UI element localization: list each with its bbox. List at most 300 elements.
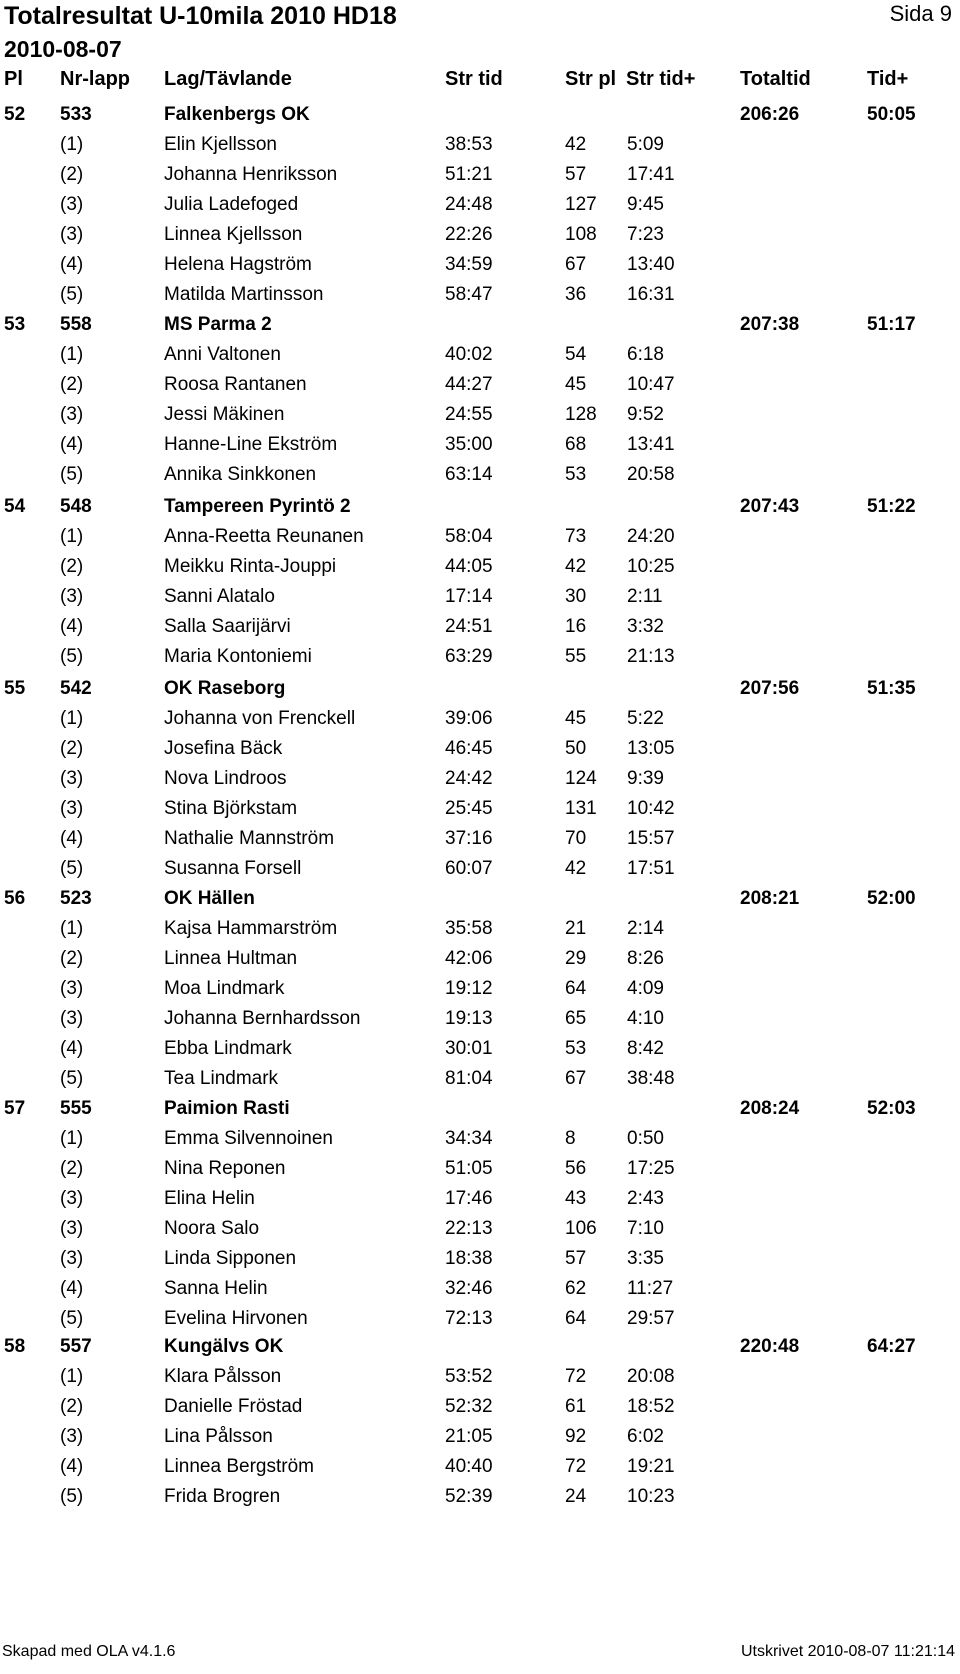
- team-place: 58: [4, 1336, 26, 1357]
- runner-name: Josefina Bäck: [164, 738, 283, 759]
- team-name: OK Hällen: [164, 888, 255, 909]
- runner-leg-time-behind: 13:41: [627, 434, 675, 455]
- runner-leg-time: 35:58: [445, 918, 493, 939]
- runner-row: [0, 708, 960, 738]
- runner-leg-time-behind: 19:21: [627, 1456, 675, 1477]
- runner-leg-time: 18:38: [445, 1248, 493, 1269]
- runner-name: Evelina Hirvonen: [164, 1308, 308, 1329]
- team-block: [0, 314, 960, 494]
- team-block: [0, 1336, 960, 1516]
- team-row: [0, 678, 960, 708]
- runner-name: Linnea Kjellsson: [164, 224, 303, 245]
- team-bib-number: 557: [60, 1336, 92, 1357]
- team-time-behind: 52:00: [867, 888, 916, 909]
- team-bib-number: 542: [60, 678, 92, 699]
- runner-name: Ebba Lindmark: [164, 1038, 292, 1059]
- runner-row: [0, 164, 960, 194]
- runner-leg: (3): [60, 768, 84, 789]
- runner-row: [0, 738, 960, 768]
- runner-leg-time-behind: 38:48: [627, 1068, 675, 1089]
- runner-name: Frida Brogren: [164, 1486, 281, 1507]
- runner-name: Susanna Forsell: [164, 858, 302, 879]
- runner-leg-time-behind: 4:10: [627, 1008, 664, 1029]
- team-name: Tampereen Pyrintö 2: [164, 496, 351, 517]
- runner-row: [0, 134, 960, 164]
- runner-leg: (4): [60, 1456, 84, 1477]
- runner-leg-time-behind: 13:40: [627, 254, 675, 275]
- runner-name: Nova Lindroos: [164, 768, 287, 789]
- runner-leg-time: 17:14: [445, 586, 493, 607]
- column-header-nr-lapp: Nr-lapp: [60, 68, 130, 90]
- runner-leg-time-behind: 3:35: [627, 1248, 664, 1269]
- runner-row: [0, 194, 960, 224]
- runner-row: [0, 948, 960, 978]
- runner-name: Linnea Bergström: [164, 1456, 314, 1477]
- runner-row: [0, 918, 960, 948]
- runner-leg: (3): [60, 194, 84, 215]
- team-time-behind: 50:05: [867, 104, 916, 125]
- runner-leg-place: 108: [565, 224, 597, 245]
- runner-name: Noora Salo: [164, 1218, 260, 1239]
- runner-name: Meikku Rinta-Jouppi: [164, 556, 337, 577]
- team-row: [0, 1336, 960, 1366]
- runner-row: [0, 254, 960, 284]
- runner-row: [0, 858, 960, 888]
- runner-leg-place: 67: [565, 254, 587, 275]
- team-total-time: 207:43: [740, 496, 800, 517]
- runner-leg-place: 42: [565, 134, 587, 155]
- runner-row: [0, 284, 960, 314]
- runner-leg-place: 55: [565, 646, 587, 667]
- column-header-str-tid: Str tid: [445, 68, 503, 90]
- runner-name: Salla Saarijärvi: [164, 616, 291, 637]
- runner-leg: (5): [60, 464, 84, 485]
- runner-name: Kajsa Hammarström: [164, 918, 338, 939]
- runner-leg-time: 22:26: [445, 224, 493, 245]
- team-place: 57: [4, 1098, 26, 1119]
- runner-leg-time: 58:47: [445, 284, 493, 305]
- runner-leg: (2): [60, 1396, 84, 1417]
- runner-leg-time: 51:05: [445, 1158, 493, 1179]
- runner-row: [0, 556, 960, 586]
- runner-leg: (5): [60, 646, 84, 667]
- runner-leg: (1): [60, 1366, 84, 1387]
- runner-leg: (2): [60, 374, 84, 395]
- team-row: [0, 1098, 960, 1128]
- runner-leg: (1): [60, 134, 84, 155]
- runner-leg-place: 67: [565, 1068, 587, 1089]
- runner-leg-time: 53:52: [445, 1366, 493, 1387]
- runner-leg: (2): [60, 948, 84, 969]
- runner-leg-time: 40:40: [445, 1456, 493, 1477]
- runner-leg-place: 128: [565, 404, 597, 425]
- runner-name: Elina Helin: [164, 1188, 255, 1209]
- runner-name: Lina Pålsson: [164, 1426, 273, 1447]
- column-header-team: Lag/Tävlande: [164, 68, 292, 90]
- runner-leg-place: 42: [565, 858, 587, 879]
- runner-name: Anni Valtonen: [164, 344, 281, 365]
- runner-leg-place: 65: [565, 1008, 587, 1029]
- runner-leg-time: 40:02: [445, 344, 493, 365]
- team-total-time: 207:38: [740, 314, 800, 335]
- runner-leg: (2): [60, 1158, 84, 1179]
- runner-leg-place: 64: [565, 1308, 587, 1329]
- runner-row: [0, 374, 960, 404]
- runner-leg-time: 30:01: [445, 1038, 493, 1059]
- team-row: [0, 104, 960, 134]
- runner-leg-time-behind: 2:14: [627, 918, 664, 939]
- runner-leg-time-behind: 10:42: [627, 798, 675, 819]
- runner-leg: (1): [60, 344, 84, 365]
- runner-leg: (5): [60, 1308, 84, 1329]
- runner-leg-place: 106: [565, 1218, 597, 1239]
- team-name: Kungälvs OK: [164, 1336, 284, 1357]
- runner-row: [0, 224, 960, 254]
- team-total-time: 208:21: [740, 888, 800, 909]
- runner-name: Jessi Mäkinen: [164, 404, 285, 425]
- runner-leg-time-behind: 17:25: [627, 1158, 675, 1179]
- runner-leg: (5): [60, 1486, 84, 1507]
- runner-row: [0, 1366, 960, 1396]
- team-row: [0, 496, 960, 526]
- page-title: Totalresultat U-10mila 2010 HD18: [4, 2, 397, 30]
- runner-leg-time-behind: 2:43: [627, 1188, 664, 1209]
- team-bib-number: 555: [60, 1098, 92, 1119]
- runner-leg-time-behind: 18:52: [627, 1396, 675, 1417]
- runner-leg-time: 24:42: [445, 768, 493, 789]
- runner-row: [0, 1038, 960, 1068]
- runner-leg-time: 24:51: [445, 616, 493, 637]
- runner-leg: (3): [60, 586, 84, 607]
- runner-leg-time-behind: 8:42: [627, 1038, 664, 1059]
- team-time-behind: 51:22: [867, 496, 916, 517]
- runner-leg-time: 19:12: [445, 978, 493, 999]
- runner-name: Linda Sipponen: [164, 1248, 297, 1269]
- runner-name: Stina Björkstam: [164, 798, 298, 819]
- team-time-behind: 52:03: [867, 1098, 916, 1119]
- runner-name: Johanna Henriksson: [164, 164, 338, 185]
- runner-leg: (1): [60, 526, 84, 547]
- runner-row: [0, 1426, 960, 1456]
- team-block: [0, 678, 960, 888]
- runner-leg-time: 44:27: [445, 374, 493, 395]
- runner-leg-time: 52:32: [445, 1396, 493, 1417]
- runner-leg-time-behind: 3:32: [627, 616, 664, 637]
- runner-leg-time: 52:39: [445, 1486, 493, 1507]
- runner-leg-time-behind: 11:27: [627, 1278, 674, 1299]
- runner-leg-time-behind: 10:47: [627, 374, 675, 395]
- runner-leg-time-behind: 10:25: [627, 556, 675, 577]
- runner-name: Matilda Martinsson: [164, 284, 324, 305]
- runner-leg-place: 57: [565, 164, 587, 185]
- runner-leg-time-behind: 20:58: [627, 464, 675, 485]
- runner-leg: (4): [60, 828, 84, 849]
- runner-leg-place: 56: [565, 1158, 587, 1179]
- runner-leg-time-behind: 29:57: [627, 1308, 675, 1329]
- runner-row: [0, 1486, 960, 1516]
- runner-row: [0, 344, 960, 374]
- runner-leg: (4): [60, 254, 84, 275]
- runner-leg: (3): [60, 224, 84, 245]
- runner-leg-time: 44:05: [445, 556, 493, 577]
- runner-leg-place: 45: [565, 374, 587, 395]
- team-bib-number: 533: [60, 104, 92, 125]
- runner-row: [0, 978, 960, 1008]
- team-bib-number: 548: [60, 496, 92, 517]
- runner-leg-place: 42: [565, 556, 587, 577]
- runner-leg-time: 39:06: [445, 708, 493, 729]
- runner-name: Johanna von Frenckell: [164, 708, 356, 729]
- team-row: [0, 314, 960, 344]
- runner-leg-place: 24: [565, 1486, 587, 1507]
- runner-name: Elin Kjellsson: [164, 134, 277, 155]
- team-name: MS Parma 2: [164, 314, 272, 335]
- runner-leg: (1): [60, 918, 84, 939]
- runner-leg-time: 38:53: [445, 134, 493, 155]
- column-header-str-pl: Str pl: [565, 68, 617, 90]
- runner-leg-time-behind: 9:45: [627, 194, 664, 215]
- column-header-str-tid-plus: Str tid+: [626, 68, 696, 90]
- column-header-row: [0, 68, 960, 96]
- runner-leg: (1): [60, 1128, 84, 1149]
- runner-leg-time: 34:59: [445, 254, 493, 275]
- runner-row: [0, 464, 960, 494]
- runner-row: [0, 768, 960, 798]
- runner-name: Tea Lindmark: [164, 1068, 279, 1089]
- runner-name: Sanna Helin: [164, 1278, 268, 1299]
- runner-leg-place: 68: [565, 434, 587, 455]
- runner-row: [0, 1456, 960, 1486]
- runner-leg-place: 124: [565, 768, 597, 789]
- page-number: Sida 9: [889, 1, 952, 26]
- runner-name: Johanna Bernhardsson: [164, 1008, 361, 1029]
- runner-leg-time-behind: 13:05: [627, 738, 675, 759]
- runner-leg: (3): [60, 1248, 84, 1269]
- team-name: Paimion Rasti: [164, 1098, 290, 1119]
- runner-leg-place: 92: [565, 1426, 587, 1447]
- runner-row: [0, 616, 960, 646]
- column-header-pl: Pl: [4, 68, 23, 90]
- runner-name: Helena Hagström: [164, 254, 312, 275]
- runner-leg-place: 29: [565, 948, 587, 969]
- team-block: [0, 888, 960, 1098]
- runner-leg-time: 32:46: [445, 1278, 493, 1299]
- runner-leg-place: 54: [565, 344, 587, 365]
- runner-leg-time-behind: 2:11: [627, 586, 663, 607]
- runner-leg-place: 70: [565, 828, 587, 849]
- team-total-time: 220:48: [740, 1336, 800, 1357]
- runner-leg-time: 63:14: [445, 464, 493, 485]
- team-block: [0, 104, 960, 314]
- runner-leg: (3): [60, 978, 84, 999]
- team-place: 54: [4, 496, 26, 517]
- team-name: OK Raseborg: [164, 678, 286, 699]
- runner-leg: (4): [60, 1278, 84, 1299]
- runner-leg-place: 36: [565, 284, 587, 305]
- runner-leg-place: 45: [565, 708, 587, 729]
- column-header-tid-plus: Tid+: [867, 68, 909, 90]
- runner-leg-time: 63:29: [445, 646, 493, 667]
- runner-leg: (3): [60, 404, 84, 425]
- runner-leg-time-behind: 5:22: [627, 708, 664, 729]
- runner-leg-time-behind: 8:26: [627, 948, 664, 969]
- runner-name: Sanni Alatalo: [164, 586, 275, 607]
- runner-row: [0, 1188, 960, 1218]
- runner-row: [0, 1128, 960, 1158]
- runner-row: [0, 1068, 960, 1098]
- runner-leg-time: 19:13: [445, 1008, 493, 1029]
- runner-name: Danielle Fröstad: [164, 1396, 303, 1417]
- runner-leg: (3): [60, 1008, 84, 1029]
- runner-row: [0, 828, 960, 858]
- runner-leg-time: 21:05: [445, 1426, 493, 1447]
- runner-leg: (2): [60, 556, 84, 577]
- runner-name: Emma Silvennoinen: [164, 1128, 333, 1149]
- runner-name: Annika Sinkkonen: [164, 464, 317, 485]
- runner-leg-time-behind: 17:51: [627, 858, 675, 879]
- team-time-behind: 51:35: [867, 678, 916, 699]
- runner-leg: (4): [60, 616, 84, 637]
- runner-leg-time: 35:00: [445, 434, 493, 455]
- column-header-totaltid: Totaltid: [740, 68, 811, 90]
- runner-row: [0, 586, 960, 616]
- runner-leg-place: 57: [565, 1248, 587, 1269]
- runner-name: Hanne-Line Ekström: [164, 434, 338, 455]
- runner-leg-time-behind: 7:10: [627, 1218, 664, 1239]
- runner-name: Roosa Rantanen: [164, 374, 307, 395]
- runner-leg-place: 73: [565, 526, 587, 547]
- runner-leg: (2): [60, 164, 84, 185]
- runner-row: [0, 404, 960, 434]
- runner-leg-time-behind: 4:09: [627, 978, 664, 999]
- runner-row: [0, 1308, 960, 1338]
- runner-row: [0, 434, 960, 464]
- runner-leg-place: 21: [565, 918, 587, 939]
- runner-leg-time-behind: 15:57: [627, 828, 675, 849]
- runner-row: [0, 646, 960, 676]
- team-place: 56: [4, 888, 26, 909]
- runner-leg-time: 17:46: [445, 1188, 493, 1209]
- runner-leg: (5): [60, 284, 84, 305]
- team-row: [0, 888, 960, 918]
- runner-leg-time-behind: 16:31: [627, 284, 675, 305]
- runner-leg: (1): [60, 708, 84, 729]
- runner-name: Maria Kontoniemi: [164, 646, 312, 667]
- runner-leg: (5): [60, 858, 84, 879]
- team-place: 55: [4, 678, 26, 699]
- runner-leg-time: 37:16: [445, 828, 493, 849]
- runner-leg-time: 24:48: [445, 194, 493, 215]
- runner-leg-place: 50: [565, 738, 587, 759]
- runner-leg-time-behind: 6:02: [627, 1426, 664, 1447]
- runner-leg-time-behind: 24:20: [627, 526, 675, 547]
- runner-name: Moa Lindmark: [164, 978, 285, 999]
- team-total-time: 207:56: [740, 678, 800, 699]
- runner-leg: (3): [60, 798, 84, 819]
- team-total-time: 208:24: [740, 1098, 800, 1119]
- runner-leg-place: 131: [565, 798, 597, 819]
- runner-name: Klara Pålsson: [164, 1366, 282, 1387]
- runner-leg-place: 62: [565, 1278, 587, 1299]
- team-block: [0, 1098, 960, 1338]
- runner-leg-time-behind: 9:52: [627, 404, 664, 425]
- runner-leg: (5): [60, 1068, 84, 1089]
- runner-leg: (3): [60, 1426, 84, 1447]
- runner-leg: (2): [60, 738, 84, 759]
- runner-leg-time: 46:45: [445, 738, 493, 759]
- team-place: 52: [4, 104, 26, 125]
- runner-row: [0, 1396, 960, 1426]
- runner-row: [0, 1158, 960, 1188]
- runner-leg-time: 60:07: [445, 858, 493, 879]
- runner-leg-place: 127: [565, 194, 597, 215]
- runner-leg-place: 43: [565, 1188, 587, 1209]
- runner-leg-place: 64: [565, 978, 587, 999]
- footer-printed-at: Utskrivet 2010-08-07 11:21:14: [740, 1643, 955, 1660]
- runner-leg-time-behind: 0:50: [627, 1128, 664, 1149]
- team-name: Falkenbergs OK: [164, 104, 310, 125]
- runner-leg-time-behind: 7:23: [627, 224, 664, 245]
- runner-leg-place: 53: [565, 1038, 587, 1059]
- team-place: 53: [4, 314, 26, 335]
- runner-name: Linnea Hultman: [164, 948, 298, 969]
- runner-leg-time-behind: 10:23: [627, 1486, 675, 1507]
- runner-name: Anna-Reetta Reunanen: [164, 526, 364, 547]
- team-total-time: 206:26: [740, 104, 800, 125]
- runner-leg: (4): [60, 434, 84, 455]
- team-bib-number: 558: [60, 314, 92, 335]
- team-time-behind: 64:27: [867, 1336, 916, 1357]
- team-time-behind: 51:17: [867, 314, 916, 335]
- runner-row: [0, 1278, 960, 1308]
- runner-leg: (4): [60, 1038, 84, 1059]
- runner-leg-time-behind: 5:09: [627, 134, 664, 155]
- runner-leg-place: 8: [565, 1128, 576, 1149]
- runner-leg-time-behind: 21:13: [627, 646, 675, 667]
- runner-leg-time: 24:55: [445, 404, 493, 425]
- runner-row: [0, 798, 960, 828]
- runner-leg-time: 58:04: [445, 526, 493, 547]
- runner-leg-place: 61: [565, 1396, 587, 1417]
- runner-leg-place: 72: [565, 1366, 587, 1387]
- runner-leg-place: 30: [565, 586, 587, 607]
- footer-created-with: Skapad med OLA v4.1.6: [2, 1643, 176, 1660]
- runner-row: [0, 1218, 960, 1248]
- runner-leg-time: 42:06: [445, 948, 493, 969]
- runner-leg-time-behind: 9:39: [627, 768, 664, 789]
- runner-leg-place: 53: [565, 464, 587, 485]
- runner-leg-time-behind: 17:41: [627, 164, 675, 185]
- runner-row: [0, 1008, 960, 1038]
- runner-name: Nathalie Mannström: [164, 828, 335, 849]
- runner-leg-time: 34:34: [445, 1128, 493, 1149]
- runner-name: Nina Reponen: [164, 1158, 286, 1179]
- runner-leg-time: 81:04: [445, 1068, 493, 1089]
- runner-leg-time: 51:21: [445, 164, 493, 185]
- runner-leg: (3): [60, 1188, 84, 1209]
- runner-leg-place: 72: [565, 1456, 587, 1477]
- runner-leg-time: 25:45: [445, 798, 493, 819]
- team-block: [0, 496, 960, 676]
- runner-leg-time-behind: 6:18: [627, 344, 664, 365]
- runner-leg-place: 16: [565, 616, 587, 637]
- report-date: 2010-08-07: [4, 36, 122, 62]
- runner-leg-time: 72:13: [445, 1308, 493, 1329]
- team-bib-number: 523: [60, 888, 92, 909]
- runner-row: [0, 526, 960, 556]
- runner-row: [0, 1248, 960, 1278]
- runner-name: Julia Ladefoged: [164, 194, 299, 215]
